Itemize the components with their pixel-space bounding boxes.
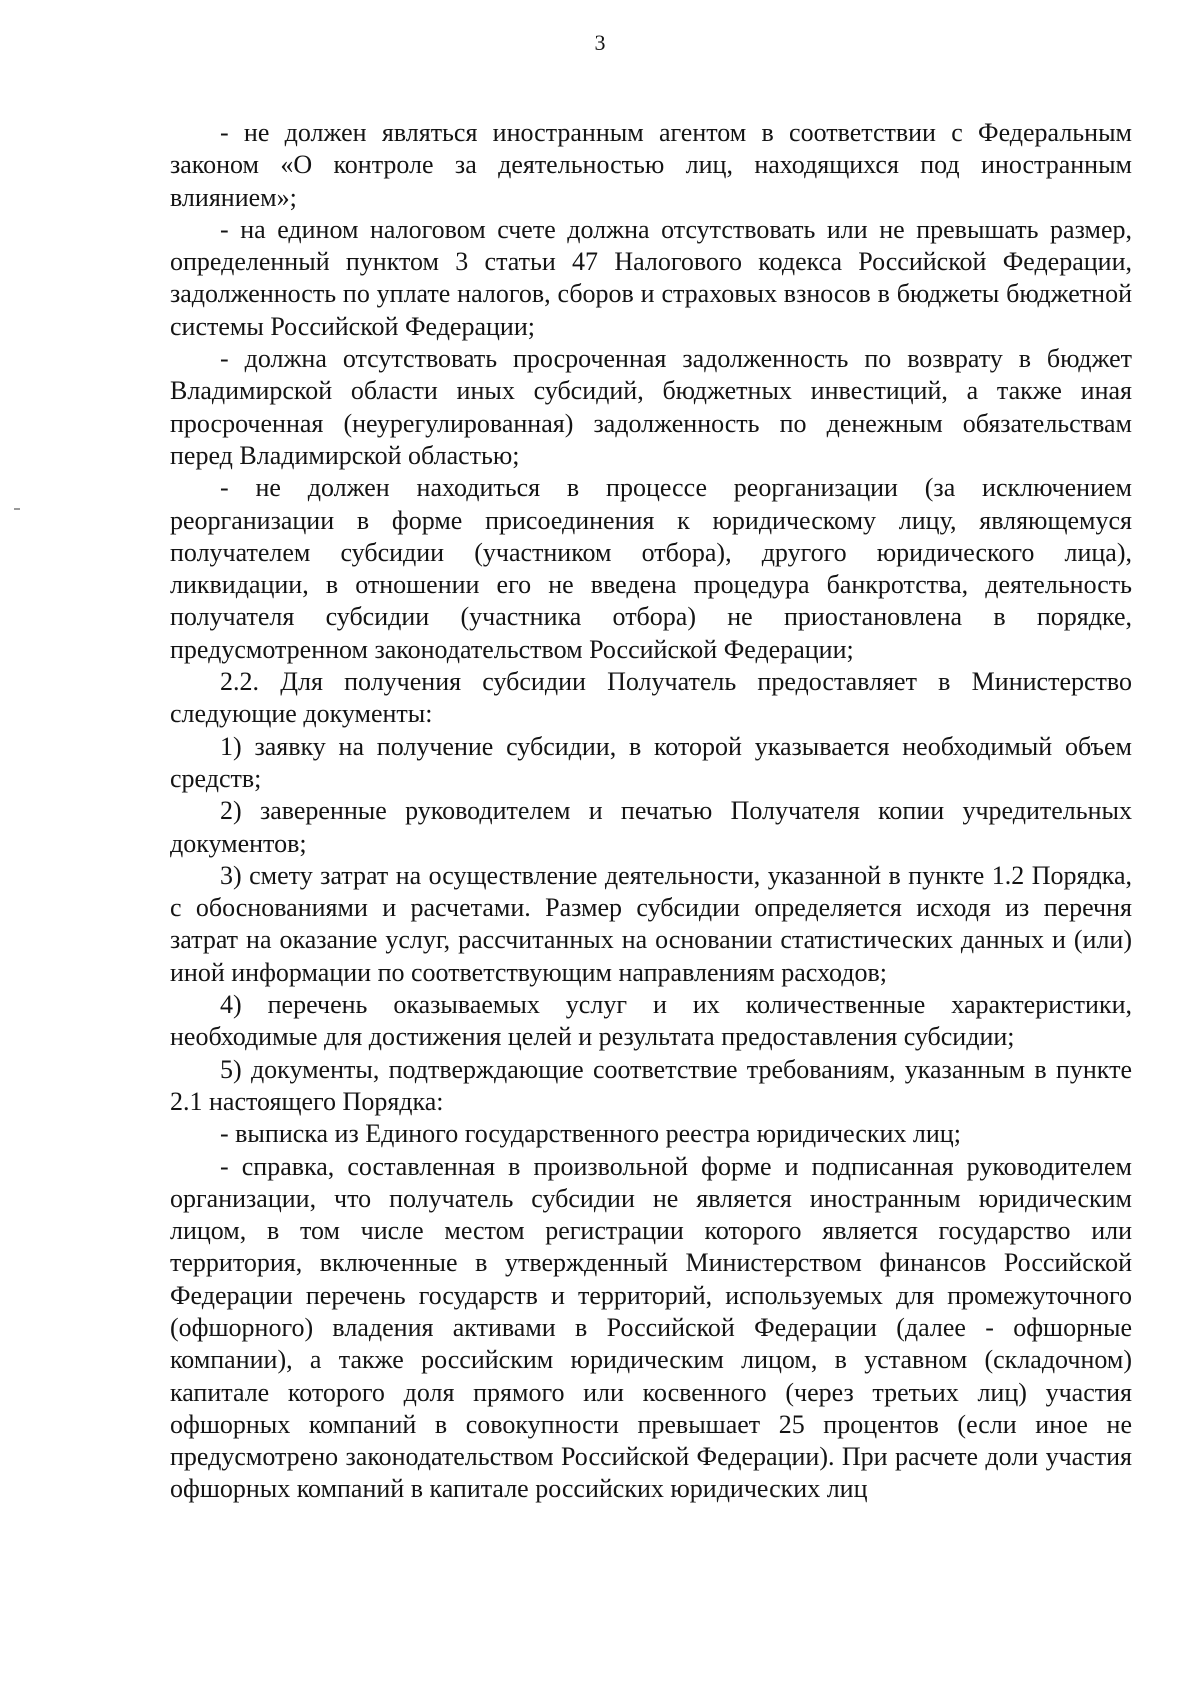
paragraph-item-3: 3) смету затрат на осуществление деятельности, указанной в пункте 1.2 Порядка, с обоснованиями и расчетами. Размер субсидии определяется исходя из перечня затрат на оказание услуг, рассчитанных на основании статистических данных и (или) иной информации по соответствующим направлениям расходов; [170, 860, 1132, 987]
paragraph-reorganization: - не должен находиться в процессе реорганизации (за исключением реорганизации в форме присоединения к юридическому лицу, являющемуся получателем субсидии (участником отбора), другого юридического лица), ликвидации, в отношении его не введена процедура банкротства, деятельность получателя субсидии (участника отбора) не приостановлена в порядке, предусмотренном законодательством Российской Федерации; [170, 473, 1132, 664]
document-body [170, 117, 1132, 1506]
paragraph-item-4: 4) перечень оказываемых услуг и их количественные характеристики, необходимые для достижения целей и результата предоставления субсидии; [170, 990, 1132, 1052]
paragraph-foreign-agent: - не должен являться иностранным агентом в соответствии с Федеральным законом «О контроле за деятельностью лиц, находящихся под иностранным влиянием»; [170, 118, 1132, 212]
paragraph-item-2: 2) заверенные руководителем и печатью Получателя копии учредительных документов; [170, 796, 1132, 858]
paragraph-tax-account: - на едином налоговом счете должна отсутствовать или не превышать размер, определенный пунктом 3 статьи 47 Налогового кодекса Российской Федерации, задолженность по уплате налогов, сборов и страховых взносов в бюджеты бюджетной системы Российской Федерации; [170, 214, 1132, 341]
scan-artifact [14, 508, 20, 510]
paragraph-item-1: 1) заявку на получение субсидии, в которой указывается необходимый объем средств; [170, 731, 1132, 793]
paragraph-registry-extract: - выписка из Единого государственного реестра юридических лиц; [220, 1119, 961, 1149]
paragraph-offshore-certificate: - справка, составленная в произвольной форме и подписанная руководителем организации, что получатель субсидии не является иностранным юридическим лицом, в том числе местом регистрации которого является государство или территория, включенные в утвержденный Министерством финансов Российской Федерации перечень государств и территорий, используемых для промежуточного (офшорного) владения активами в Российской Федерации (далее - офшорные компании), а также российским юридическим лицом, в уставном (складочном) капитале которого доля прямого или косвенного (через третьих лиц) участия офшорных компаний в совокупности превышает 25 процентов (если иное не предусмотрено законодательством Российской Федерации). При расчете доли участия офшорных компаний в капитале российских юридических лиц [170, 1151, 1132, 1504]
paragraph-overdue-debt: - должна отсутствовать просроченная задолженность по возврату в бюджет Владимирской области иных субсидий, бюджетных инвестиций, а также иная просроченная (неурегулированная) задолженность по денежным обязательствам перед Владимирской областью; [170, 344, 1132, 470]
page-number: 3 [594, 30, 606, 55]
paragraph-section-2-2: 2.2. Для получения субсидии Получатель предоставляет в Министерство следующие документы: [170, 667, 1132, 729]
paragraph-item-5: 5) документы, подтверждающие соответствие требованиям, указанным в пункте 2.1 настоящего Порядка: [170, 1054, 1132, 1116]
